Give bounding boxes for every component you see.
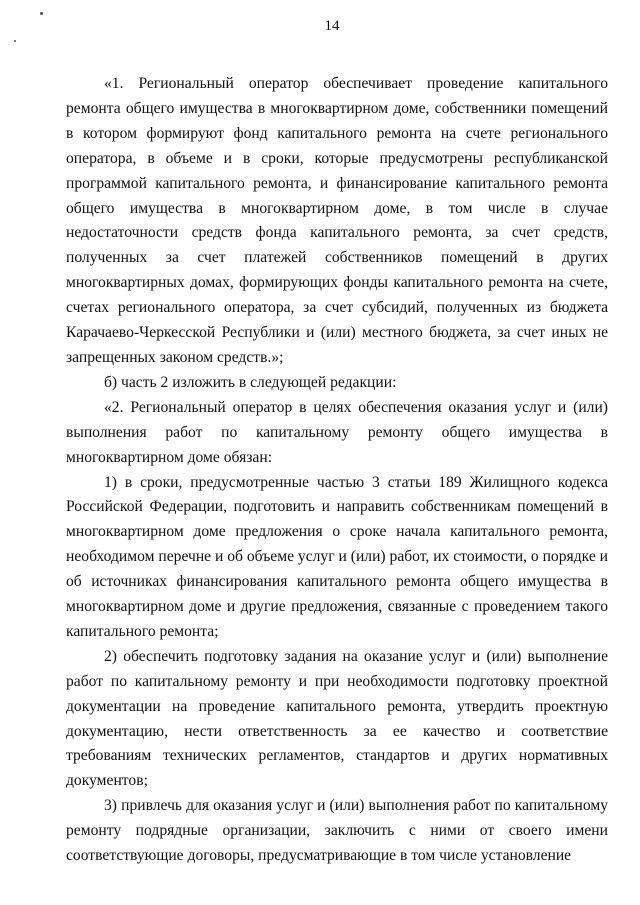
paragraph-6: 3) привлечь для оказания услуг и (или) выполнения работ по капитальному ремонту подрядные организации, заключить с ними от своего имени соответствующие договоры, предусматривающие в том числе установление xyxy=(66,797,608,865)
scan-speck xyxy=(40,12,43,15)
paragraph-4: 1) в сроки, предусмотренные частью 3 статьи 189 Жилищного кодекса Российской Федерации, подготовить и направить собственникам помещений в многоквартирном доме предложения о сроке начала капитального ремонта, необходимом перечне и об объеме услуг и (или) работ, их стоимости, о порядке и об источниках финансирования капитального ремонта общего имущества в многоквартирном доме и другие предложения, связанные с проведением такого капитального ремонта; xyxy=(66,473,608,640)
document-body xyxy=(66,72,608,869)
paragraph-2: б) часть 2 изложить в следующей редакции: xyxy=(104,373,397,391)
paragraph-1: «1. Региональный оператор обеспечивает проведение капитального ремонта общего имущества в многоквартирном доме, собственники помещений в котором формируют фонд капитального ремонта на счете регионального оператора, в объеме и в сроки, которые предусмотрены республиканской программой капитального ремонта, и финансирование капитального ремонта общего имущества в многоквартирном доме, в том числе в случае недостаточности средств фонда капитального ремонта, за счет средств, полученных за счет платежей собственников помещений в других многоквартирных домах, формирующих фонды капитального ремонта на счете, счетах регионального оператора, за счет субсидий, полученных из бюджета Карачаево-Черкесской Республики и (или) местного бюджета, за счет иных не запрещенных законом средств.»; xyxy=(66,75,608,366)
scan-speck xyxy=(14,40,16,42)
page-number: 14 xyxy=(324,18,340,34)
paragraph-3: «2. Региональный оператор в целях обеспечения оказания услуг и (или) выполнения работ по капитальному ремонту общего имущества в многоквартирном доме обязан: xyxy=(66,398,608,466)
paragraph-5: 2) обеспечить подготовку задания на оказание услуг и (или) выполнение работ по капитальному ремонту и при необходимости подготовку проектной документации на проведение капитального ремонта, утвердить проектную документацию, нести ответственность за ее качество и соответствие требованиям технических регламентов, стандартов и других нормативных документов; xyxy=(66,647,608,790)
